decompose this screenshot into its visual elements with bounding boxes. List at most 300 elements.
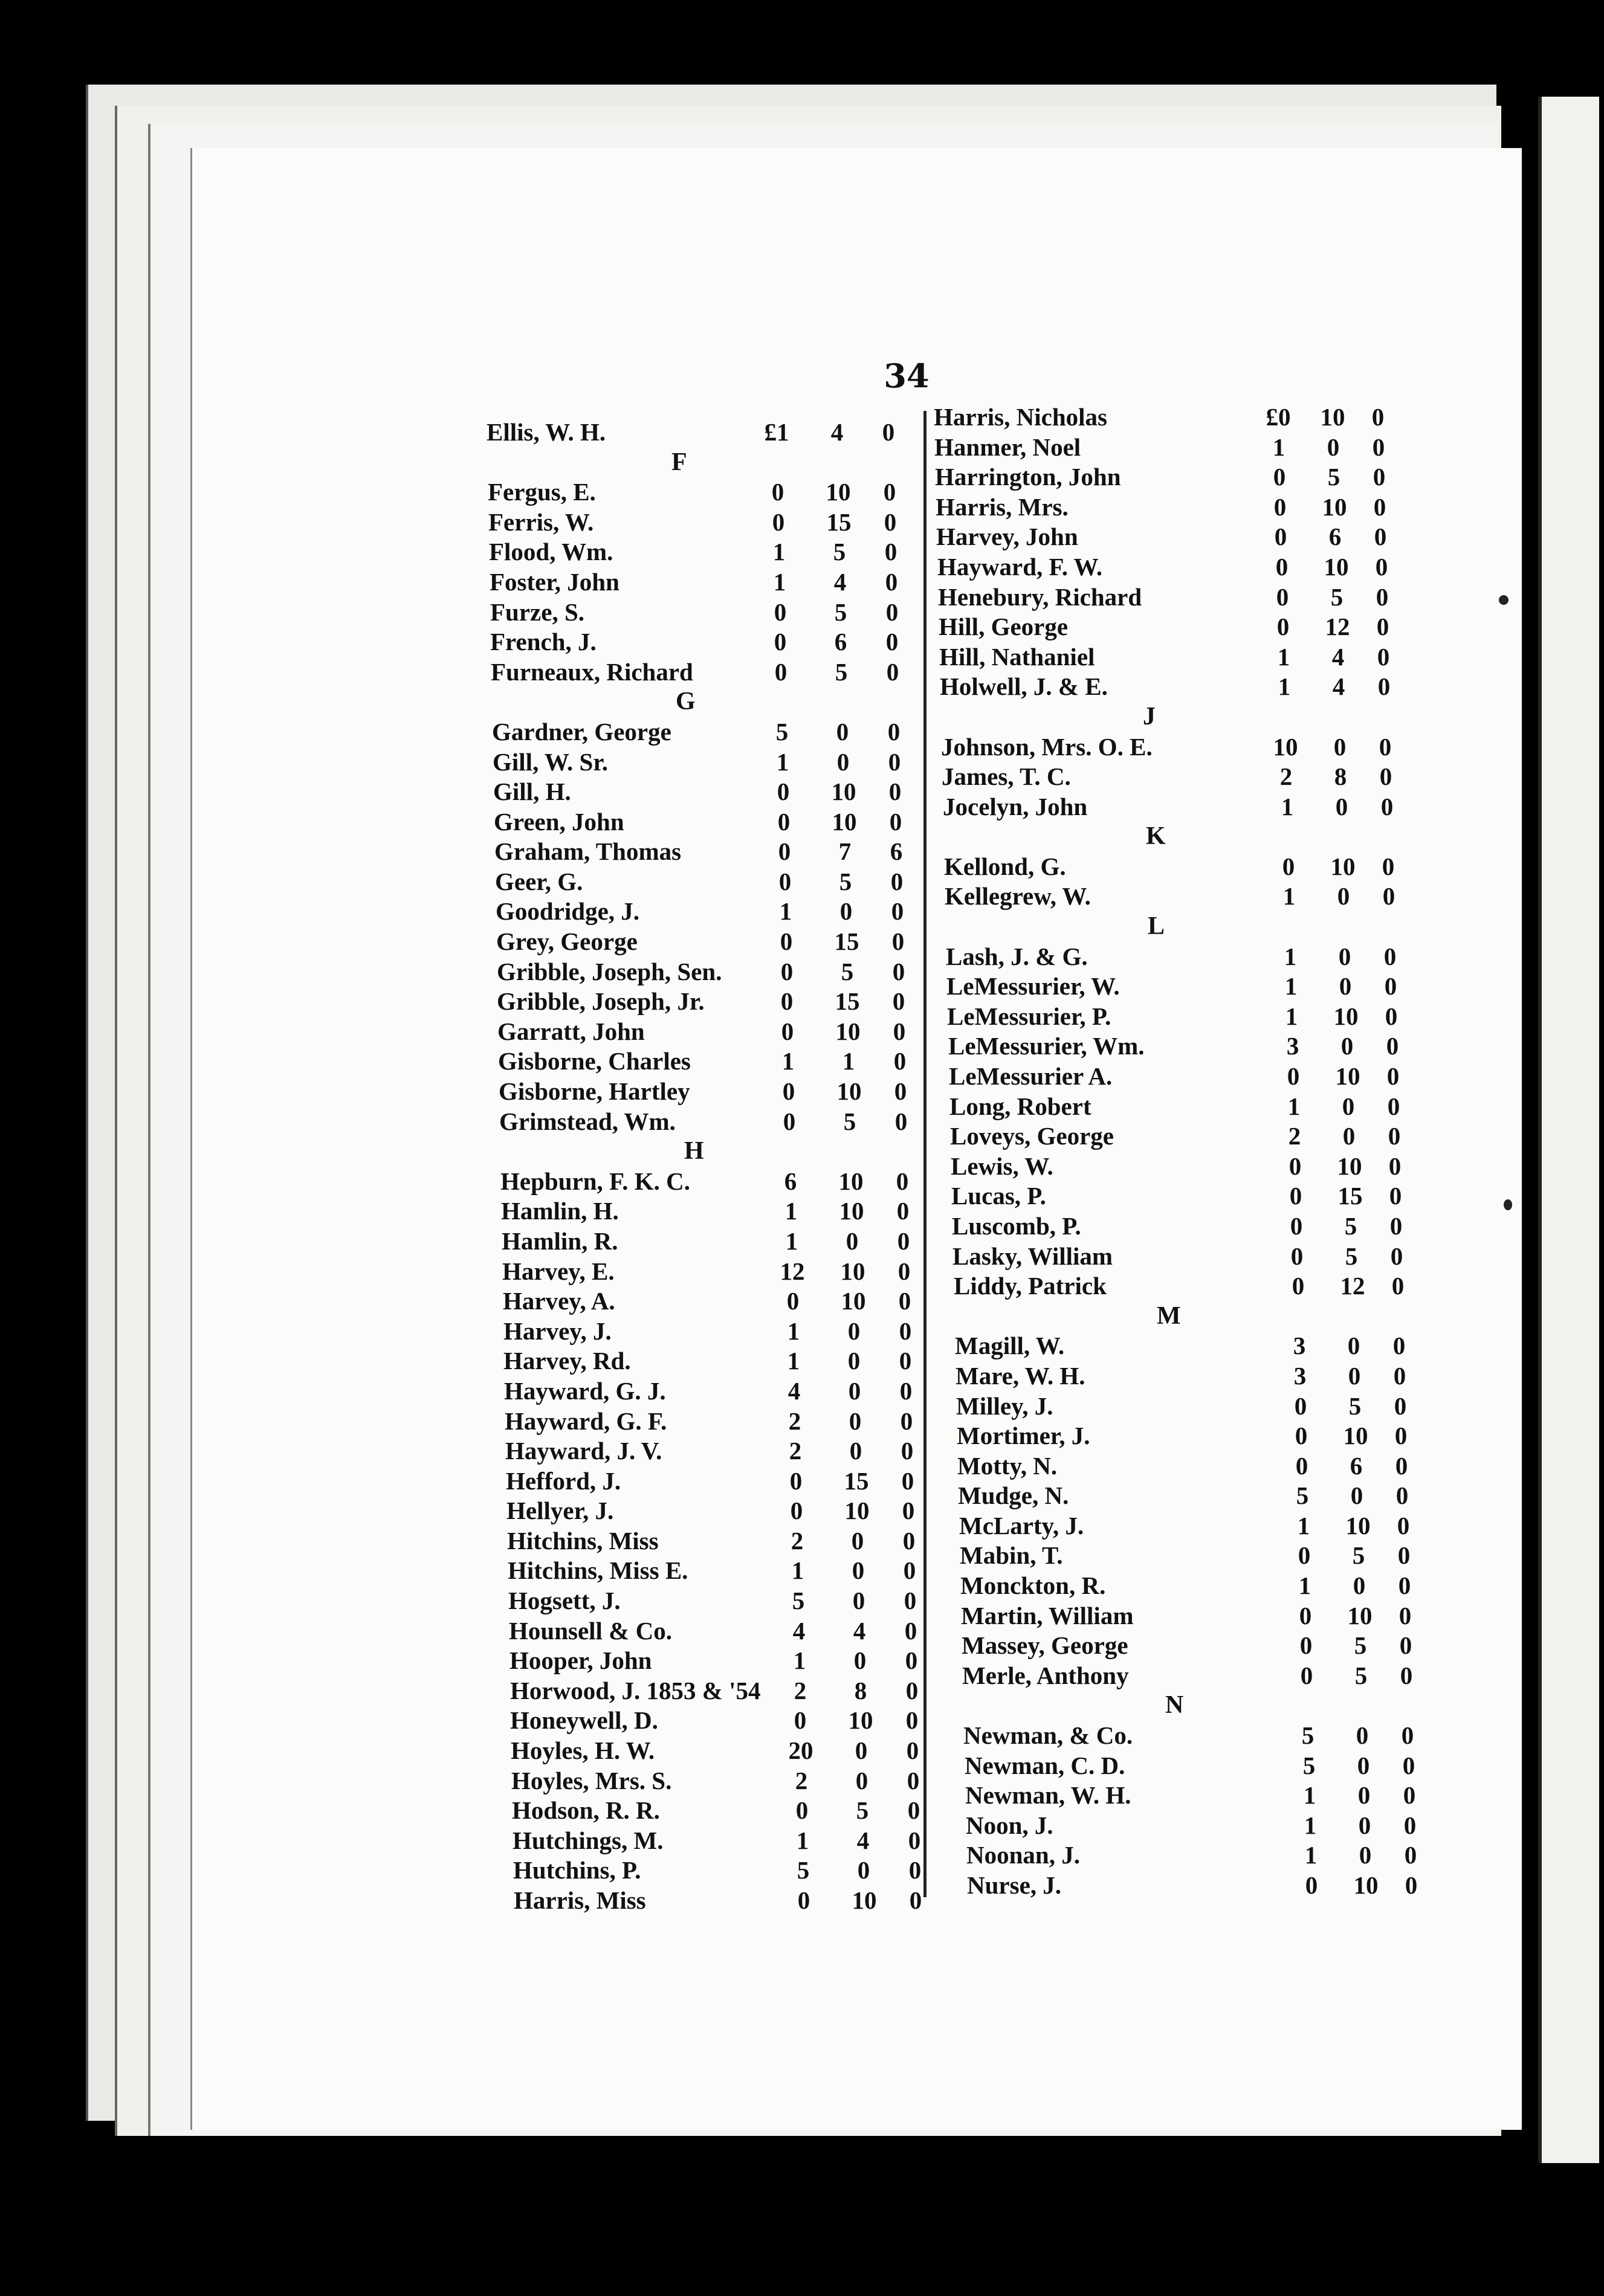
amount-pounds: 0 [1273,493,1287,521]
amount-pounds: 10 [1273,733,1298,761]
subscriber-row [497,956,968,987]
amount-pounds: 1 [1303,1781,1316,1809]
subscriber-row [962,1630,1433,1660]
amount-pence: 0 [1386,1062,1400,1090]
amount-pence: 0 [891,927,905,955]
amount-shillings: 5 [1344,1212,1357,1240]
subscriber-row [488,507,960,537]
amount-shillings: 1 [842,1047,855,1075]
section-letter: G [676,688,696,715]
amount-pounds: 1 [1284,972,1298,1000]
amount-shillings: 4 [1331,643,1345,671]
subscriber-row [508,1555,979,1585]
amount-pence: 0 [1373,463,1386,491]
amount-shillings: 10 [1333,1002,1359,1030]
amount-pence: 0 [1399,1602,1412,1630]
subscriber-row [503,1316,975,1346]
subscriber-row [958,1480,1429,1511]
amount-pounds: 1 [1285,1002,1298,1030]
subscriber-row [952,1211,1423,1241]
amount-shillings: 10 [826,478,851,506]
amount-pence: 0 [1403,1811,1417,1839]
subscriber-name: Luscomb, P. [952,1212,1081,1240]
amount-pounds: 0 [1275,553,1289,581]
amount-pounds: 2 [1288,1122,1301,1150]
subscriber-name: Hefford, J. [506,1467,621,1495]
amount-pence: 0 [907,1796,920,1824]
amount-shillings: 0 [839,897,853,925]
amount-pence: 6 [890,837,903,865]
amount-pounds: 0 [780,987,794,1015]
subscriber-name: Hooper, John [509,1646,652,1674]
amount-pence: 0 [1395,1482,1409,1509]
subscriber-row [490,627,962,657]
amount-pounds: 1 [776,748,789,776]
amount-pounds: 0 [772,508,785,536]
amount-pence: 0 [905,1677,919,1704]
amount-pounds: 4 [792,1617,806,1645]
amount-shillings: 0 [849,1437,862,1465]
amount-pounds: 5 [797,1856,810,1884]
amount-pence: 0 [1389,1212,1403,1240]
subscriber-name: Hamlin, R. [502,1227,618,1255]
amount-pounds: 0 [1305,1871,1318,1899]
amount-shillings: 5 [856,1796,869,1824]
amount-pounds: 0 [780,958,794,985]
subscriber-row [504,1376,975,1406]
amount-pounds: 0 [790,1497,803,1524]
amount-pence: 0 [1377,643,1390,671]
amount-shillings: 0 [1356,1721,1369,1749]
amount-pounds: 0 [780,927,793,955]
amount-pounds: £0 [1266,403,1291,431]
subscriber-row [943,792,1414,822]
amount-pence: 0 [1371,403,1385,431]
amount-pounds: 1 [1277,643,1290,671]
subscriber-name: Hoyles, Mrs. S. [511,1767,672,1795]
subscriber-row [493,747,964,777]
amount-pounds: 0 [794,1706,807,1734]
amount-pence: 0 [1393,1362,1406,1390]
amount-pence: 0 [889,808,902,836]
section-letter: M [1157,1302,1181,1330]
amount-pence: 0 [894,1108,908,1135]
amount-shillings: 4 [830,418,844,446]
subscriber-name: French, J. [490,628,597,656]
subscriber-name: Flood, Wm. [489,538,613,566]
amount-shillings: 5 [834,598,847,626]
amount-pounds: 0 [774,658,787,686]
subscriber-name: Monckton, R. [960,1572,1106,1599]
amount-pence: 0 [1403,1781,1416,1809]
subscriber-row [491,657,962,687]
amount-pence: 0 [892,958,905,985]
amount-pence: 0 [887,718,901,746]
amount-pence: 0 [1397,1512,1410,1540]
section-letter: J [1143,703,1156,730]
subscriber-row [966,1840,1438,1870]
amount-pounds: 1 [1284,943,1297,970]
amount-pounds: 2 [794,1677,807,1704]
amount-pounds: 0 [783,1108,796,1135]
amount-pounds: 1 [1278,672,1291,700]
speck-mark [1504,1199,1512,1210]
amount-pence: 0 [1376,613,1389,640]
amount-pence: 0 [1375,553,1388,581]
subscriber-row [963,1720,1435,1750]
amount-pounds: 0 [1290,1242,1304,1270]
amount-pence: 0 [900,1407,913,1435]
amount-shillings: 5 [1354,1631,1367,1659]
subscriber-name: LeMessurier, W. [946,972,1120,1000]
section-letter: L [1148,912,1165,940]
subscriber-name: Mare, W. H. [956,1362,1085,1390]
subscriber-row [499,1106,971,1137]
subscriber-row [967,1870,1438,1900]
amount-pence: 0 [894,1077,907,1105]
subscriber-name: Hitchins, Miss E. [508,1556,688,1584]
amount-pounds: 0 [1273,463,1286,491]
subscriber-row [946,971,1418,1001]
amount-pounds: 5 [775,718,789,746]
subscriber-name: Newman, W. H. [965,1781,1131,1809]
subscriber-name: Lucas, P. [951,1182,1046,1210]
subscriber-row [503,1346,975,1376]
subscriber-row [944,851,1415,882]
amount-shillings: 5 [1327,463,1340,491]
amount-pounds: 3 [1286,1032,1299,1060]
amount-pence: 0 [893,1047,907,1075]
subscriber-row [939,611,1410,642]
amount-shillings: 0 [852,1587,865,1614]
amount-pence: 0 [884,508,897,536]
amount-pence: 0 [890,868,904,895]
subscriber-row [489,537,960,567]
amount-pence: 0 [888,748,901,776]
amount-pounds: 1 [1287,1092,1301,1120]
section-letter: N [1165,1691,1184,1719]
subscriber-name: Merle, Anthony [962,1662,1129,1689]
amount-pounds: 0 [774,628,787,656]
amount-pence: 0 [885,598,899,626]
amount-pounds: 3 [1293,1332,1306,1359]
amount-pence: 0 [897,1257,911,1285]
amount-pounds: 0 [1287,1062,1300,1090]
amount-pence: 0 [904,1587,917,1614]
subscriber-row [951,1151,1422,1181]
amount-shillings: 15 [1337,1182,1363,1210]
subscriber-name: Hounsell & Co. [509,1617,672,1645]
subscriber-row [497,1016,969,1046]
amount-shillings: 5 [835,658,848,686]
subscriber-row [960,1570,1432,1601]
subscriber-name: Lewis, W. [951,1152,1053,1180]
amount-shillings: 0 [847,1347,861,1375]
amount-pence: 0 [1387,1092,1400,1120]
amount-pence: 0 [1394,1422,1408,1450]
amount-pence: 0 [1374,523,1387,550]
amount-pounds: 1 [784,1197,798,1225]
amount-shillings: 0 [1348,1362,1361,1390]
subscriber-row [966,1810,1437,1840]
amount-shillings: 15 [826,508,852,536]
subscriber-row [935,462,1406,492]
subscriber-name: Furneaux, Richard [491,658,693,686]
amount-pounds: 0 [1295,1452,1308,1480]
amount-shillings: 10 [840,1257,865,1285]
subscriber-name: Noon, J. [966,1811,1053,1839]
section-letter: K [1146,822,1166,850]
amount-pence: 0 [885,568,898,596]
subscriber-row [948,1031,1420,1061]
subscriber-name: Harris, Mrs. [936,493,1069,521]
subscriber-name: Gill, W. Sr. [493,748,609,776]
subscriber-name: Lash, J. & G. [946,943,1088,970]
amount-pounds: 0 [1298,1541,1311,1569]
subscriber-name: Harris, Miss [514,1886,646,1914]
subscriber-row [503,1286,974,1316]
subscriber-row [502,1256,974,1286]
amount-shillings: 7 [838,837,852,865]
amount-shillings: 0 [1340,1032,1354,1060]
amount-pounds: 0 [789,1467,803,1495]
amount-shillings: 0 [848,1377,861,1405]
amount-pounds: 0 [1290,1212,1303,1240]
amount-pence: 0 [899,1317,912,1345]
subscriber-row [949,1091,1421,1121]
subscriber-name: Newman, & Co. [963,1721,1133,1749]
subscriber-name: Gill, H. [493,778,571,805]
subscriber-name: McLarty, J. [959,1512,1084,1540]
amount-shillings: 10 [1335,1062,1360,1090]
subscriber-name: Gribble, Joseph, Jr. [497,987,705,1015]
subscriber-row [506,1495,978,1526]
subscriber-name: Kellond, G. [944,853,1066,880]
subscriber-name: Nurse, J. [967,1871,1062,1899]
amount-shillings: 10 [1330,853,1356,880]
amount-pounds: 12 [780,1257,805,1285]
subscriber-name: Hutchins, P. [513,1856,641,1884]
amount-shillings: 0 [1353,1572,1366,1599]
amount-pounds: 0 [1289,1182,1302,1210]
amount-pounds: 0 [777,778,790,805]
amount-pence: 0 [905,1646,918,1674]
amount-pounds: 0 [1274,523,1287,550]
subscriber-row [506,1466,977,1496]
amount-pence: 0 [896,1197,910,1225]
amount-pounds: 2 [788,1407,801,1435]
amount-pounds: 0 [774,598,787,626]
amount-pence: 0 [893,1017,906,1045]
amount-shillings: 10 [1324,553,1349,581]
subscriber-row [493,776,965,807]
subscriber-name: Lasky, William [952,1242,1113,1270]
subscriber-name: Mortimer, J. [957,1422,1090,1450]
amount-shillings: 4 [1332,672,1345,700]
subscriber-name: Furze, S. [490,598,584,626]
subscriber-row [956,1361,1427,1391]
amount-shillings: 5 [843,1108,856,1135]
amount-pounds: 0 [1299,1602,1312,1630]
amount-shillings: 8 [854,1677,867,1704]
subscriber-name: Mabin, T. [960,1541,1063,1569]
subscriber-row [957,1451,1429,1481]
amount-pounds: 0 [778,868,792,895]
amount-pounds: 1 [785,1227,798,1255]
adjacent-page-edge [1538,97,1599,2163]
subscriber-name: Green, John [494,808,624,836]
subscriber-row [954,1271,1425,1301]
amount-pounds: 1 [1304,1811,1317,1839]
subscriber-name: Honeywell, D. [510,1706,658,1734]
subscriber-name: Hayward, F. W. [937,553,1103,581]
amount-shillings: 15 [835,987,860,1015]
amount-pence: 0 [882,418,895,446]
amount-pounds: 0 [782,1077,795,1105]
subscriber-name: Gisborne, Hartley [499,1077,690,1105]
amount-pence: 0 [1382,882,1395,910]
subscriber-row [961,1601,1432,1631]
subscriber-row [494,836,966,866]
amount-pence: 0 [908,1856,922,1884]
amount-shillings: 6 [1328,523,1342,550]
subscriber-row [510,1675,981,1706]
amount-shillings: 10 [841,1287,866,1315]
subscriber-row [494,807,965,837]
amount-pounds: 0 [781,1017,794,1045]
subscriber-row [501,1196,972,1226]
subscriber-row [947,1001,1418,1031]
amount-pounds: 1 [1298,1572,1311,1599]
amount-pounds: 0 [1292,1272,1305,1300]
amount-shillings: 0 [847,1317,861,1345]
subscriber-name: Loveys, George [950,1122,1114,1150]
amount-shillings: 0 [1342,1122,1356,1150]
subscriber-name: Graham, Thomas [494,837,682,865]
amount-shillings: 5 [839,868,852,895]
page-number: 34 [884,356,930,395]
amount-pounds: 1 [781,1047,795,1075]
amount-pounds: 1 [779,897,792,925]
amount-pounds: 1 [793,1646,806,1674]
amount-pounds: 0 [786,1287,800,1315]
amount-shillings: 0 [851,1527,864,1555]
subscriber-row [509,1645,981,1675]
subscriber-name: Harris, Nicholas [934,403,1107,431]
subscriber-row [952,1241,1424,1271]
amount-pounds: 0 [1295,1422,1308,1450]
amount-shillings: 0 [1335,793,1348,821]
amount-shillings: 0 [836,748,850,776]
subscriber-row [500,1166,972,1196]
amount-pence: 0 [885,628,899,656]
subscriber-name: Motty, N. [957,1452,1058,1480]
amount-pence: 0 [1373,493,1386,521]
amount-shillings: 5 [1354,1662,1368,1689]
subscriber-row [950,1121,1421,1151]
subscriber-row [496,926,968,956]
amount-shillings: 10 [831,778,856,805]
amount-shillings: 5 [841,958,854,985]
subscriber-name: Gardner, George [492,718,671,746]
amount-pounds: 1 [772,538,786,566]
amount-pence: 0 [1391,1272,1405,1300]
amount-pounds: 1 [787,1317,800,1345]
amount-pence: 0 [907,1767,920,1795]
amount-pounds: 0 [777,808,791,836]
subscriber-name: Harvey, J. [503,1317,612,1345]
amount-pounds: 5 [792,1587,805,1614]
subscriber-row [941,732,1412,762]
subscriber-row [942,761,1413,792]
subscriber-row [488,477,959,507]
amount-shillings: 0 [1347,1332,1360,1359]
amount-pence: 0 [908,1827,921,1854]
amount-shillings: 4 [856,1827,870,1854]
subscriber-name: Harvey, E. [502,1257,615,1285]
amount-pence: 0 [902,1527,916,1555]
speck-mark [1499,595,1509,605]
amount-pence: 0 [1380,793,1394,821]
amount-pounds: 0 [1276,613,1290,640]
amount-pence: 0 [1384,972,1397,1000]
subscriber-name: Gisborne, Charles [498,1047,691,1075]
amount-pounds: 0 [795,1796,809,1824]
amount-pence: 0 [903,1556,916,1584]
amount-shillings: 10 [839,1197,864,1225]
amount-pence: 0 [1382,853,1395,880]
subscriber-row [490,597,962,627]
subscriber-name: Harrington, John [935,463,1121,491]
amount-shillings: 0 [1357,1781,1371,1809]
subscriber-row [945,881,1416,911]
amount-shillings: 4 [853,1617,866,1645]
subscriber-name: Henebury, Richard [938,583,1142,611]
amount-shillings: 0 [1358,1811,1371,1839]
amount-pounds: 0 [1294,1392,1307,1420]
amount-pence: 0 [1390,1242,1403,1270]
subscriber-row [962,1660,1434,1691]
amount-shillings: 0 [1339,972,1352,1000]
subscriber-row [511,1766,983,1796]
subscriber-row [940,671,1411,701]
amount-pence: 0 [888,778,902,805]
subscriber-name: Grey, George [496,927,638,955]
amount-pounds: 1 [796,1827,809,1854]
amount-pounds: 2 [1279,763,1293,790]
amount-pence: 0 [896,1167,909,1195]
amount-pence: 0 [902,1497,915,1524]
amount-shillings: 0 [852,1556,865,1584]
subscriber-row [934,402,1405,432]
amount-pence: 0 [1388,1122,1401,1150]
subscriber-row [938,582,1409,612]
amount-shillings: 0 [849,1407,862,1435]
amount-pence: 0 [899,1377,913,1405]
amount-pence: 0 [1394,1392,1407,1420]
subscriber-row [505,1406,976,1436]
amount-shillings: 5 [833,538,846,566]
amount-pence: 0 [886,658,899,686]
amount-shillings: 0 [853,1646,867,1674]
subscriber-row [512,1795,983,1825]
subscriber-name: Horwood, J. 1853 & '54 [510,1677,761,1704]
amount-pence: 0 [1377,672,1391,700]
amount-pounds: 1 [1304,1841,1318,1869]
amount-shillings: 10 [835,1017,861,1045]
amount-pence: 0 [897,1227,910,1255]
amount-shillings: 10 [1320,403,1345,431]
